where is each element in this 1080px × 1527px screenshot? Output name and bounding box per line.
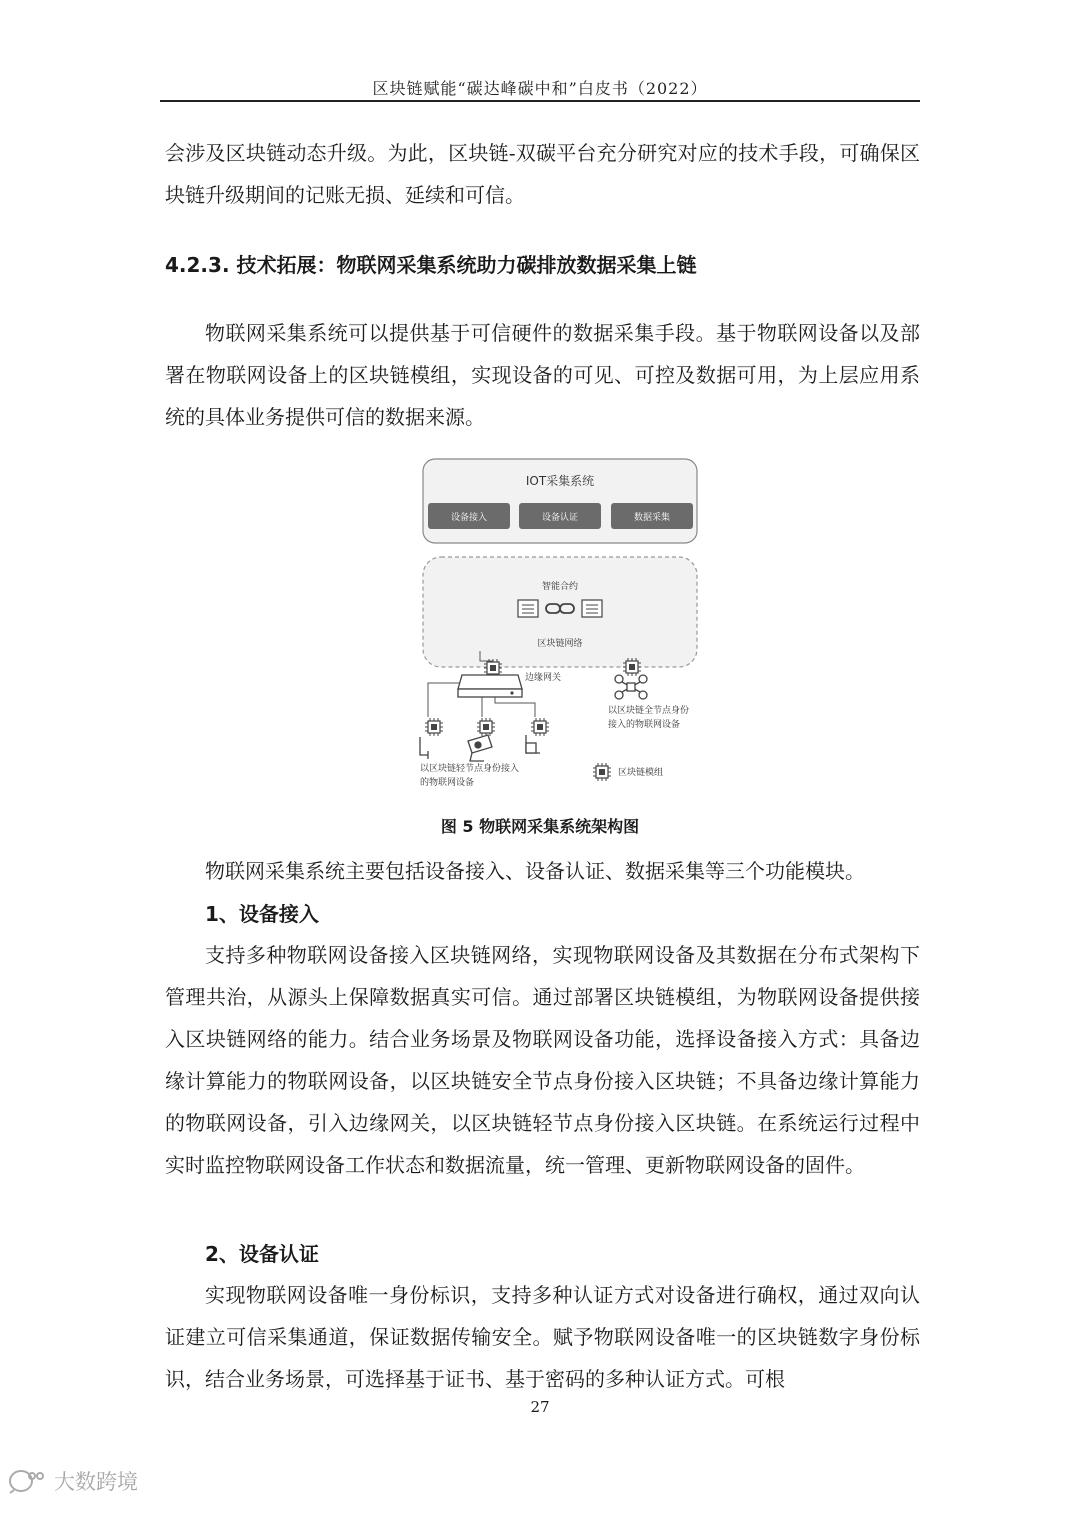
paragraph-modules: 物联网采集系统主要包括设备接入、设备认证、数据采集等三个功能模块。 <box>205 859 865 883</box>
watermark <box>8 1466 138 1496</box>
network-label: 区块链网络 <box>537 639 583 649</box>
device-access-button <box>428 503 510 529</box>
watermark-text: 大数跨境 <box>54 1470 138 1494</box>
light-node-chip-icon <box>425 718 443 736</box>
data-collection-button <box>611 503 693 529</box>
page-number: 27 <box>530 1398 550 1416</box>
blockchain-network-box <box>423 557 697 667</box>
light-node-chip-icon <box>531 718 549 736</box>
smart-contract-label: 智能合约 <box>541 582 579 592</box>
page-header: 区块链赋能“碳达峰碳中和”白皮书（2022） <box>372 79 708 98</box>
full-node-label-line2: 接入的物联网设备 <box>608 720 681 730</box>
full-node-label-line1: 以区块链全节点身份 <box>608 706 690 716</box>
subheading-device-auth: 2、设备认证 <box>205 1242 319 1266</box>
sensor-device-icon <box>420 737 428 759</box>
architecture-figure <box>400 455 710 795</box>
camera-device-icon <box>468 735 492 761</box>
legend-label: 区块链模组 <box>618 768 664 778</box>
legend-chip-icon <box>593 763 611 781</box>
paragraph-device-access: 支持多种物联网设备接入区块链网络，实现物联网设备及其数据在分布式架构下管理共治，从源头上保障数据真实可信。通过部署区块链模组，为物联网设备提供接入区块链网络的能力。结合业务场景及物联网设备功能，选择设备接入方式：具备边缘计算能力的物联网设备，以区块链安全节点身份接入区块链；不具备边缘计算能力的物联网设备，引入边缘网关，以区块链轻节点身份接入区块链。在系统运行过程中实时监控物联网设备工作状态和数据流量，统一管理、更新物联网设备的固件。 <box>165 943 920 1177</box>
iot-title: IOT采集系统 <box>525 474 595 488</box>
edge-gateway-icon <box>458 675 522 697</box>
light-node-label-line2: 的物联网设备 <box>420 778 475 788</box>
watermark-logo-icon <box>8 1468 48 1494</box>
figure-caption: 图 5 物联网采集系统架构图 <box>440 817 640 836</box>
gateway-label: 边缘网关 <box>525 673 562 683</box>
gateway-module-chip-icon <box>484 659 502 677</box>
header-rule <box>160 100 920 102</box>
full-node-chip-icon <box>623 658 641 676</box>
paragraph-continuation: 会涉及区块链动态升级。为此，区块链-双碳平台充分研究对应的技术手段，可确保区块链升级期间的记账无损、延续和可信。 <box>165 141 920 207</box>
light-node-label-line1: 以区块链轻节点身份接入 <box>420 764 520 774</box>
button-label: 设备接入 <box>450 513 488 523</box>
light-node-chip-icon <box>477 718 495 736</box>
terminal-device-icon <box>526 735 540 753</box>
device-auth-button <box>519 503 601 529</box>
button-label: 设备认证 <box>541 513 579 523</box>
paragraph-device-auth: 实现物联网设备唯一身份标识，支持多种认证方式对设备进行确权，通过双向认证建立可信采集通道，保证数据传输安全。赋予物联网设备唯一的区块链数字身份标识，结合业务场景，可选择基于证书、基于密码的多种认证方式。可根 <box>165 1283 920 1391</box>
button-label: 数据采集 <box>633 513 671 523</box>
drone-icon <box>615 675 647 699</box>
subheading-device-access: 1、设备接入 <box>205 902 319 926</box>
iot-system-box <box>423 459 697 543</box>
section-heading: 4.2.3. 技术拓展：物联网采集系统助力碳排放数据采集上链 <box>165 253 697 277</box>
paragraph-intro: 物联网采集系统可以提供基于可信硬件的数据采集手段。基于物联网设备以及部署在物联网设备上的区块链模组，实现设备的可见、可控及数据可用，为上层应用系统的具体业务提供可信的数据来源。 <box>165 321 920 429</box>
